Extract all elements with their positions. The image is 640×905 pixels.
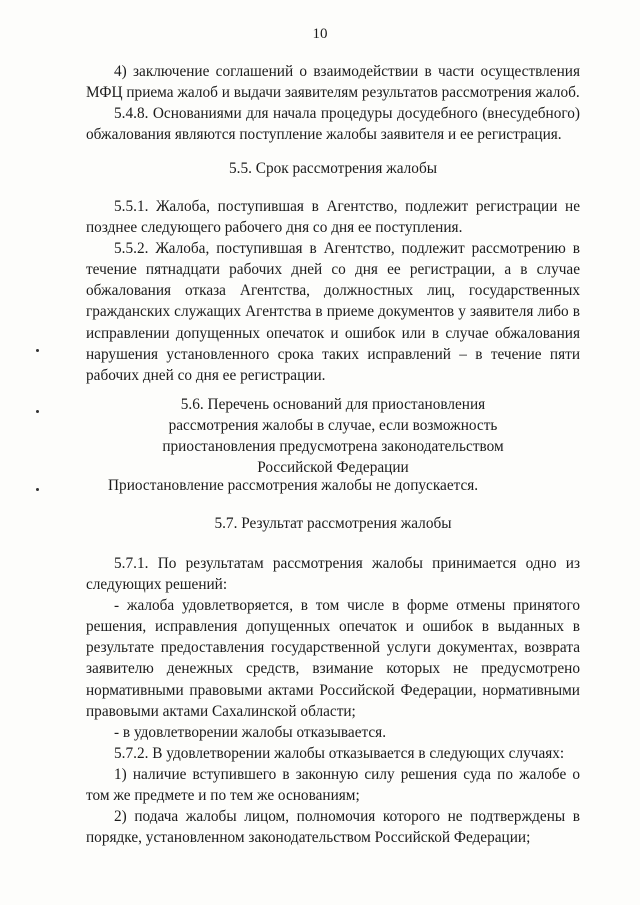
text-group-5 <box>108 475 602 496</box>
paragraph: 5.7.2. В удовлетворении жалобы отказывается в следующих случаях: <box>114 744 565 762</box>
section-heading: 5.6. Перечень оснований для приостановления рассмотрения жалобы в случае, если возможность приостановления предусмотрена законодательством Российской Федерации <box>162 396 504 477</box>
page-number: 10 <box>312 26 328 42</box>
text-group-3 <box>86 196 580 386</box>
paragraph: 4) заключение соглашений о взаимодействии в части осуществления МФЦ приема жалоб и выдачи заявителям результатов рассмотрения жалоб. <box>86 63 580 102</box>
paragraph: 5.5.1. Жалоба, поступившая в Агентство, подлежит регистрации не позднее следующего рабочего дня со дня ее поступления. <box>86 198 580 237</box>
text-group-4 <box>136 394 530 478</box>
paragraph: Приостановление рассмотрения жалобы не допускается. <box>108 477 479 494</box>
paragraph: 5.7.1. По результатам рассмотрения жалобы принимается одно из следующих решений: <box>86 555 580 594</box>
section-heading: 5.5. Срок рассмотрения жалобы <box>228 160 438 177</box>
list-item: 2) подача жалобы лицом, полномочия которого не подтверждены в порядке, установленном законодательством Российской Федерации; <box>86 808 580 847</box>
list-item: - жалоба удовлетворяется, в том числе в форме отмены принятого решения, исправления допущенных опечаток и ошибок в выданных в результате предоставления государственной услуги документах, возврата заявителю денежных средств, взимание которых не предусмотрено нормативными правовыми актами Российской Федерации, нормативными правовыми актами Сахалинской области; <box>86 597 580 720</box>
text-group-7 <box>86 553 580 848</box>
paragraph: 5.4.8. Основаниями для начала процедуры досудебного (внесудебного) обжалования являются поступление жалобы заявителя и ее регистрация. <box>86 105 580 144</box>
margin-mark <box>36 349 39 352</box>
text-group-1 <box>86 61 580 145</box>
list-item: - в удовлетворении жалобы отказывается. <box>114 723 387 741</box>
list-item: 1) наличие вступившего в законную силу решения суда по жалобе о том же предмете и по тем же основаниям; <box>86 765 580 805</box>
text-group-2 <box>86 158 580 179</box>
section-heading: 5.7. Результат рассмотрения жалобы <box>214 515 452 532</box>
margin-mark <box>36 488 39 491</box>
text-group-6 <box>86 513 580 534</box>
paragraph: 5.5.2. Жалоба, поступившая в Агентство, подлежит рассмотрению в течение пятнадцати рабочих дней со дня ее регистрации, а в случае обжалования отказа Агентства, должностных лиц, государственных гражданских служащих Агентства в приеме документов у заявителя либо в исправлении допущенных опечаток и ошибок или в случае обжалования нарушения установленного срока таких исправлений – в течение пяти рабочих дней со дня ее регистрации. <box>86 240 580 384</box>
margin-mark <box>36 410 39 413</box>
